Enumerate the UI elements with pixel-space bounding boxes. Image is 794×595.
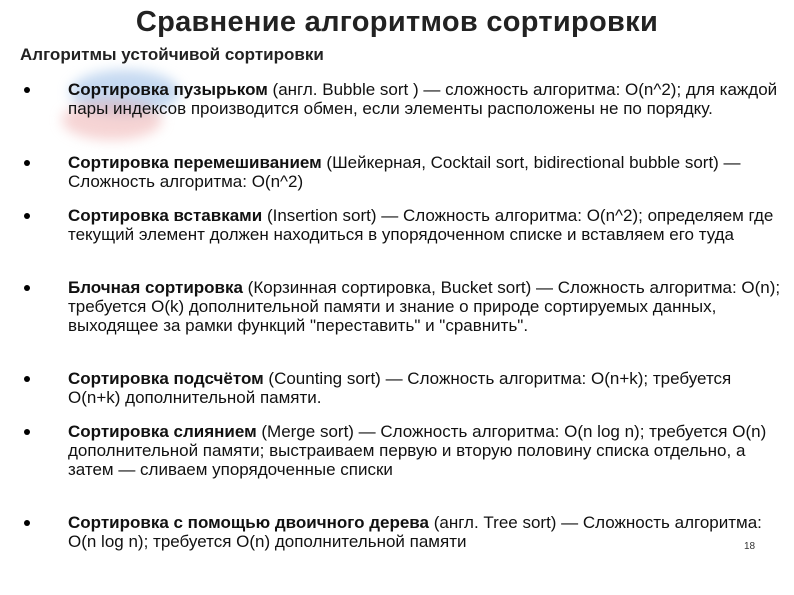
item-description: (Корзинная сортировка, Bucket sort) — Сложность алгоритма: O(n); требуется O(k) дополнительной памяти и знание о природе сортируемых данных, выходящее за рамки функций "переставить" и "сравнить".	[68, 278, 781, 335]
item-description: (Insertion sort) — Сложность алгоритма: O(n^2); определяем где текущий элемент должен находиться в упорядоченном списке и вставляем его туда	[68, 206, 774, 244]
list-item-tree-sort	[68, 513, 783, 551]
item-description: (Шейкерная, Cocktail sort, bidirectional bubble sort) — Сложность алгоритма: O(n^2)	[68, 153, 741, 191]
list-item-insertion-sort	[68, 206, 783, 244]
bullet-icon	[24, 376, 30, 382]
list-item-bucket-sort	[68, 278, 783, 335]
bullet-icon	[24, 87, 30, 93]
bullet-icon	[24, 429, 30, 435]
item-name: Сортировка перемешиванием	[68, 153, 322, 172]
item-description: (Counting sort) — Сложность алгоритма: O(n+k); требуется O(n+k) дополнительной памяти.	[68, 369, 732, 407]
bullet-icon	[24, 213, 30, 219]
item-description: (Merge sort) — Сложность алгоритма: O(n log n); требуется O(n) дополнительной памяти; выстраиваем первую и вторую половину списка отдельно, а затем — сливаем упорядоченные списки	[68, 422, 767, 479]
item-name: Сортировка пузырьком	[68, 80, 268, 99]
bullet-icon	[24, 160, 30, 166]
bullet-icon	[24, 520, 30, 526]
item-name: Сортировка слиянием	[68, 422, 257, 441]
bullet-icon	[24, 285, 30, 291]
item-name: Сортировка с помощью двоичного дерева	[68, 513, 429, 532]
list-item-counting-sort	[68, 369, 783, 407]
item-name: Сортировка вставками	[68, 206, 263, 225]
page-title: Сравнение алгоритмов сортировки	[135, 6, 659, 38]
item-name: Сортировка подсчётом	[68, 369, 264, 388]
item-description: (англ. Bubble sort ) — сложность алгоритма: O(n^2); для каждой пары индексов производится обмен, если элементы расположены не по порядку.	[68, 80, 778, 118]
section-subtitle: Алгоритмы устойчивой сортировки	[20, 45, 324, 64]
item-name: Блочная сортировка	[68, 278, 243, 297]
page-number: 18	[744, 541, 756, 552]
item-description: (англ. Tree sort) — Сложность алгоритма: O(n log n); требуется O(n) дополнительной памяти	[68, 513, 762, 551]
list-item-cocktail-sort	[68, 153, 783, 191]
list-item-merge-sort	[68, 422, 783, 479]
list-item-bubble-sort	[68, 80, 783, 118]
